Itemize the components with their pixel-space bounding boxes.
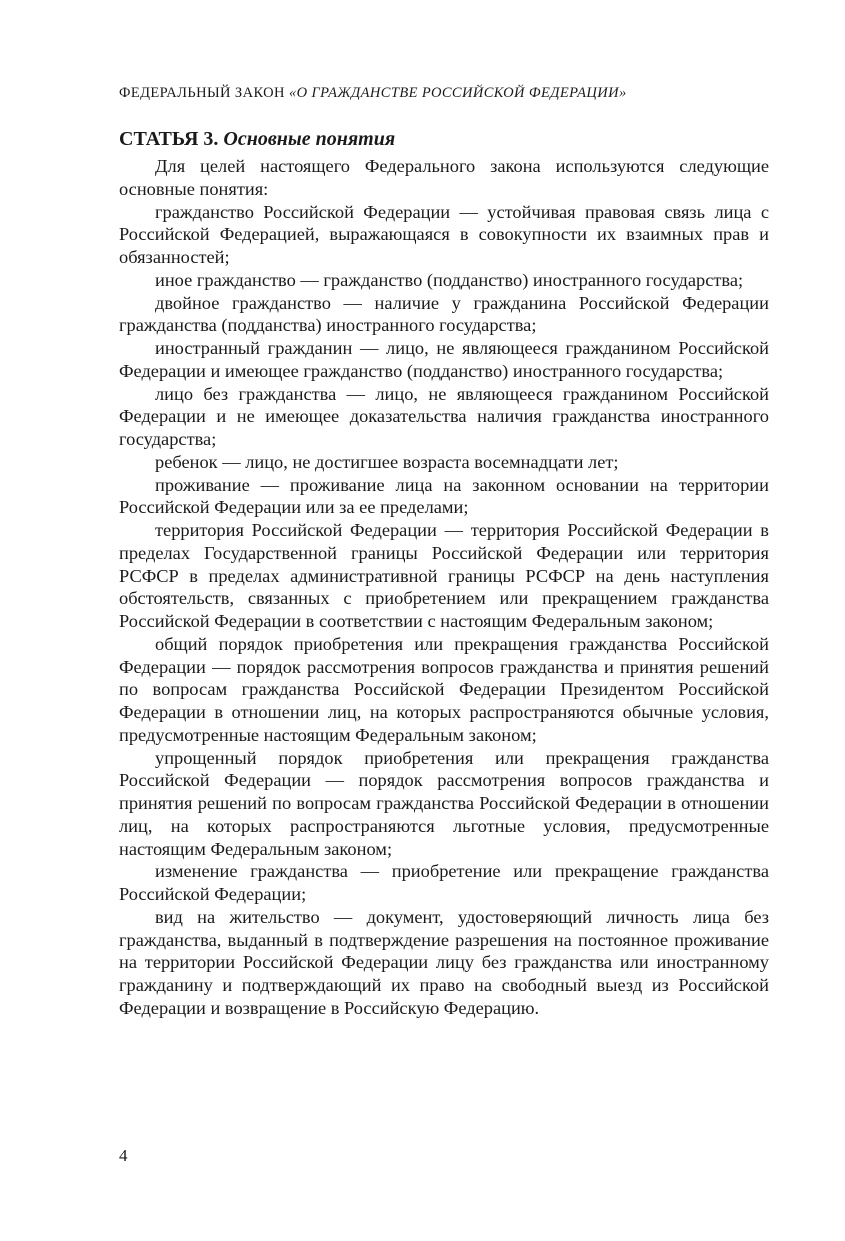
paragraph-definition: ребенок — лицо, не достигшее возраста восемнадцати лет; — [155, 451, 619, 472]
paragraph-definition: упрощенный порядок приобретения или прекращения гражданства Российской Федерации — порядок рассмотрения вопросов гражданства и принятия решений по вопросам гражданства Российской Федерации в отношении лиц, на которых распространяются льготные условия, предусмотренные настоящим Федеральным законом; — [119, 747, 769, 859]
paragraph-definition: вид на жительство — документ, удостоверяющий личность лица без гражданства, выданный в подтверждение разрешения на постоянное проживание на территории Российской Федерации лицу без гражданства или иностранному гражданину и подтверждающий их право на свободный выезд из Российской Федерации и возвращение в Российскую Федерацию. — [119, 906, 769, 1018]
paragraph-definition: изменение гражданства — приобретение или прекращение гражданства Российской Федерации; — [119, 861, 769, 904]
running-head-label: ФЕДЕРАЛЬНЫЙ ЗАКОН — [119, 85, 289, 101]
paragraph-definition: лицо без гражданства — лицо, не являющееся гражданином Российской Федерации и не имеющее доказательства наличия гражданства иностранного государства; — [119, 383, 769, 449]
article-heading — [119, 126, 779, 152]
paragraph-intro: Для целей настоящего Федерального закона используются следующие основные понятия: — [119, 156, 769, 199]
paragraph-definition: гражданство Российской Федерации — устойчивая правовая связь лица с Российской Федерацией, выражающаяся в совокупности их взаимных прав и обязанностей; — [119, 201, 769, 267]
article-number: СТАТЬЯ 3. — [119, 128, 224, 150]
running-head-law-title: «О ГРАЖДАНСТВЕ РОССИЙСКОЙ ФЕДЕРАЦИИ» — [288, 85, 627, 101]
article-title: Основные понятия — [223, 128, 396, 150]
paragraph-definition: общий порядок приобретения или прекращения гражданства Российской Федерации — порядок рассмотрения вопросов гражданства и принятия решений по вопросам гражданства Российской Федерации Президентом Российской Федерации в отношении лиц, на которых распространяются обычные условия, предусмотренные настоящим Федеральным законом; — [119, 633, 769, 745]
running-head — [119, 84, 779, 102]
page-number: 4 — [119, 1146, 128, 1165]
paragraph-definition: проживание — проживание лица на законном основании на территории Российской Федерации или за ее пределами; — [119, 474, 769, 518]
paragraph-definition: двойное гражданство — наличие у гражданина Российской Федерации гражданства (подданства) иностранного государства; — [119, 292, 769, 336]
paragraph-definition: иностранный гражданин — лицо, не являющееся гражданином Российской Федерации и имеющее гражданство (подданство) иностранного государства; — [119, 338, 769, 381]
paragraph-definition: территория Российской Федерации — территория Российской Федерации в пределах Государственной границы Российской Федерации или территория РСФСР в пределах административной границы РСФСР на день наступления обстоятельств, связанных с приобретением или прекращением гражданства Российской Федерации в соответствии с настоящим Федеральным законом; — [119, 520, 769, 631]
article-body — [119, 155, 769, 1020]
paragraph-definition: иное гражданство — гражданство (подданство) иностранного государства; — [155, 269, 744, 290]
